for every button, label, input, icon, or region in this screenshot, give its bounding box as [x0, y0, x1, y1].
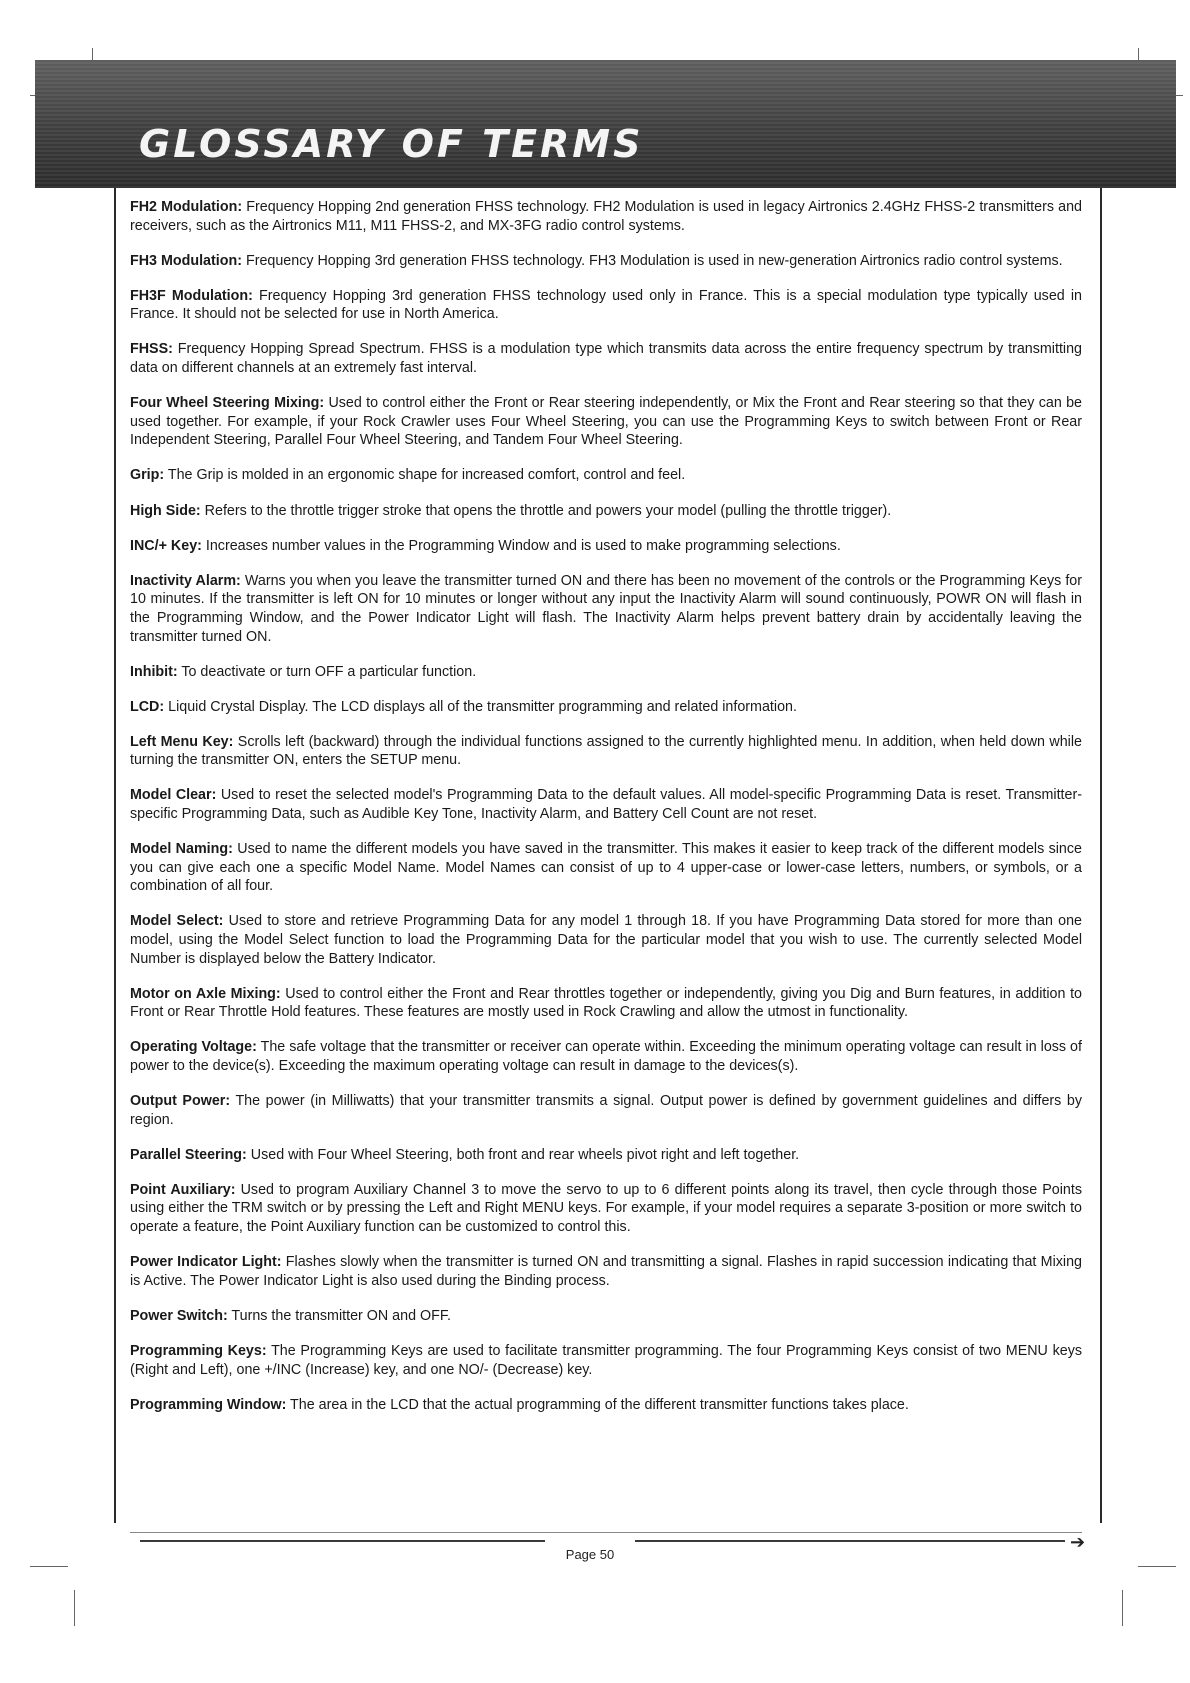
- glossary-definition: Used to name the different models you have saved in the transmitter. This makes it easier to keep track of the different models since you can give each one a specific Model Name. Model Names can consist of up to 4 upper-case or lower-case letters, numbers, or symbols, or a combination of all four.: [130, 841, 1082, 895]
- glossary-definition: Increases number values in the Programming Window and is used to make programming selections.: [201, 537, 841, 554]
- glossary-term: Point Auxiliary:: [130, 1181, 236, 1198]
- glossary-definition: Turns the transmitter ON and OFF.: [227, 1307, 451, 1324]
- glossary-entry: [130, 663, 1082, 682]
- glossary-entry: [130, 912, 1082, 968]
- glossary-entry: [130, 198, 1082, 235]
- glossary-term: INC/+ Key:: [130, 537, 202, 554]
- glossary-term: Motor on Axle Mixing:: [130, 985, 281, 1002]
- glossary-entry: [130, 840, 1082, 896]
- glossary-entry: [130, 1092, 1082, 1129]
- page-title: GLOSSARY OF TERMS: [139, 122, 644, 166]
- glossary-term: FH3 Modulation:: [130, 252, 242, 269]
- glossary-definition: The Programming Keys are used to facilitate transmitter programming. The four Programming Keys consist of two MENU keys (Right and Left), one +/INC (Increase) key, and one NO/- (Decrease) key.: [130, 1342, 1082, 1378]
- crop-mark-bottom-right-horizontal: [1138, 1566, 1176, 1567]
- glossary-definition: Liquid Crystal Display. The LCD displays all of the transmitter programming and related information.: [164, 698, 797, 715]
- header-banner: [35, 60, 1176, 188]
- glossary-entry: [130, 985, 1082, 1022]
- glossary-definition: The area in the LCD that the actual programming of the different transmitter functions takes place.: [286, 1396, 909, 1413]
- glossary-term: Left Menu Key:: [130, 733, 234, 750]
- glossary-entry: [130, 502, 1082, 521]
- glossary-term: Grip:: [130, 467, 165, 484]
- page-number: Page 50: [565, 1547, 615, 1562]
- glossary-entry: [130, 1181, 1082, 1237]
- crop-mark-bottom-left-horizontal: [30, 1566, 68, 1567]
- glossary-term: LCD:: [130, 698, 165, 715]
- glossary-definition: Frequency Hopping Spread Spectrum. FHSS is a modulation type which transmits data across the entire frequency spectrum by transmitting data on different channels at an extremely fast interval.: [130, 341, 1082, 377]
- glossary-entry: [130, 1396, 1082, 1415]
- glossary-definition: The safe voltage that the transmitter or receiver can operate within. Exceeding the minimum operating voltage can result in loss of power to the device(s). Exceeding the maximum operating voltage can result in damage to the devices(s).: [130, 1039, 1082, 1074]
- glossary-definition: The power (in Milliwatts) that your transmitter transmits a signal. Output power is defined by government guidelines and differs by region.: [130, 1093, 1083, 1128]
- glossary-entry: [130, 287, 1082, 324]
- glossary-definition: Scrolls left (backward) through the individual functions assigned to the currently highlighted menu. In addition, when held down while turning the transmitter ON, enters the SETUP menu.: [130, 733, 1082, 769]
- glossary-entry: [130, 733, 1082, 770]
- glossary-entry: [130, 537, 1082, 556]
- glossary-definition: To deactivate or turn OFF a particular function.: [177, 663, 477, 680]
- glossary-term: Power Switch:: [130, 1307, 228, 1324]
- footer-rule-right: [635, 1540, 1065, 1542]
- glossary-term: FH3F Modulation:: [130, 287, 253, 304]
- glossary-term: Inhibit:: [130, 663, 178, 680]
- glossary-term: Power Indicator Light:: [130, 1254, 282, 1271]
- glossary-term: Model Clear:: [130, 787, 217, 804]
- footer-rule-left: [140, 1540, 545, 1542]
- glossary-term: Output Power:: [130, 1093, 231, 1110]
- glossary-term: Operating Voltage:: [130, 1039, 257, 1056]
- glossary-term: High Side:: [130, 502, 201, 519]
- glossary-term: Four Wheel Steering Mixing:: [130, 395, 325, 412]
- glossary-definition: Frequency Hopping 3rd generation FHSS technology used only in France. This is a special modulation type typically used in France. It should not be selected for use in North America.: [130, 287, 1082, 323]
- glossary-definition: Used to store and retrieve Programming Data for any model 1 through 18. If you have Programming Data stored for more than one model, using the Model Select function to load the Programming Data for the particular model that you wish to use. The currently selected Model Number is displayed below the Battery Indicator.: [130, 913, 1082, 967]
- crop-mark-bottom-right-vertical: [1122, 1590, 1123, 1626]
- glossary-definition: Flashes slowly when the transmitter is turned ON and transmitting a signal. Flashes in rapid succession indicating that Mixing is Active. The Power Indicator Light is also used during the Binding process.: [130, 1254, 1082, 1289]
- glossary-entry: [130, 1253, 1082, 1290]
- glossary-list: [130, 198, 1082, 1431]
- footer-top-rule: [130, 1532, 1082, 1533]
- glossary-entry: [130, 1342, 1082, 1379]
- next-page-arrow-icon: ➔: [1070, 1532, 1086, 1552]
- glossary-definition: Frequency Hopping 3rd generation FHSS technology. FH3 Modulation is used in new-generation Airtronics radio control systems.: [241, 252, 1063, 269]
- glossary-term: Model Select:: [130, 913, 224, 930]
- glossary-term: Programming Keys:: [130, 1342, 267, 1359]
- glossary-term: Inactivity Alarm:: [130, 572, 241, 589]
- glossary-definition: Used to control either the Front or Rear steering independently, or Mix the Front and Rear steering so that they can be used together. For example, if your Rock Crawler uses Four Wheel Steering, you can use the Programming Keys to switch between Front or Rear Independent Steering, Parallel Four Wheel Steering, and Tandem Four Wheel Steering.: [130, 395, 1083, 449]
- glossary-definition: Used with Four Wheel Steering, both front and rear wheels pivot right and left together.: [246, 1146, 800, 1163]
- glossary-definition: Used to reset the selected model's Programming Data to the default values. All model-specific Programming Data is reset. Transmitter-specific Programming Data, such as Audible Key Tone, Inactivity Alarm, and Battery Cell Count are not reset.: [130, 787, 1082, 823]
- glossary-definition: Frequency Hopping 2nd generation FHSS technology. FH2 Modulation is used in legacy Airtronics 2.4GHz FHSS-2 transmitters and receivers, such as the Airtronics M11, M11 FHSS-2, and MX-3FG radio control systems.: [130, 199, 1082, 234]
- glossary-definition: Used to program Auxiliary Channel 3 to move the servo to up to 6 different points along its travel, then cycle through those Points using either the TRM switch or by pressing the Left and Right MENU keys. For example, if your model requires a separate 3-position or more switch to operate a feature, the Point Auxiliary function can be customized to control this.: [130, 1181, 1082, 1236]
- glossary-entry: [130, 340, 1082, 377]
- glossary-entry: [130, 786, 1082, 823]
- glossary-term: Programming Window:: [130, 1396, 287, 1413]
- glossary-entry: [130, 698, 1082, 717]
- glossary-entry: [130, 1146, 1082, 1165]
- glossary-definition: Warns you when you leave the transmitter turned ON and there has been no movement of the controls or the Programming Keys for 10 minutes. If the transmitter is left ON for 10 minutes or longer without any input the Inactivity Alarm will sound continuously, POWR ON will flash in the Programming Window, and the Power Indicator Light will flash. The Inactivity Alarm helps prevent battery drain by accidentally leaving the transmitter turned ON.: [130, 572, 1083, 645]
- glossary-entry: [130, 252, 1082, 271]
- right-border-rule: [1100, 188, 1102, 1523]
- glossary-definition: Used to control either the Front and Rear throttles together or independently, giving you Dig and Burn features, in addition to Front or Rear Throttle Hold features. These features are mostly used in Rock Crawling and allow the utmost in functionality.: [130, 985, 1082, 1021]
- glossary-term: Parallel Steering:: [130, 1146, 247, 1163]
- glossary-entry: [130, 466, 1082, 485]
- glossary-entry: [130, 572, 1082, 646]
- glossary-term: Model Naming:: [130, 841, 233, 858]
- left-border-rule: [114, 188, 116, 1523]
- glossary-entry: [130, 394, 1082, 450]
- glossary-definition: Refers to the throttle trigger stroke that opens the throttle and powers your model (pulling the throttle trigger).: [200, 502, 892, 519]
- glossary-term: FH2 Modulation:: [130, 199, 243, 215]
- glossary-definition: The Grip is molded in an ergonomic shape for increased comfort, control and feel.: [164, 467, 686, 484]
- glossary-entry: [130, 1038, 1082, 1075]
- crop-mark-bottom-left-vertical: [74, 1590, 75, 1626]
- glossary-entry: [130, 1307, 1082, 1326]
- glossary-term: FHSS:: [130, 341, 173, 358]
